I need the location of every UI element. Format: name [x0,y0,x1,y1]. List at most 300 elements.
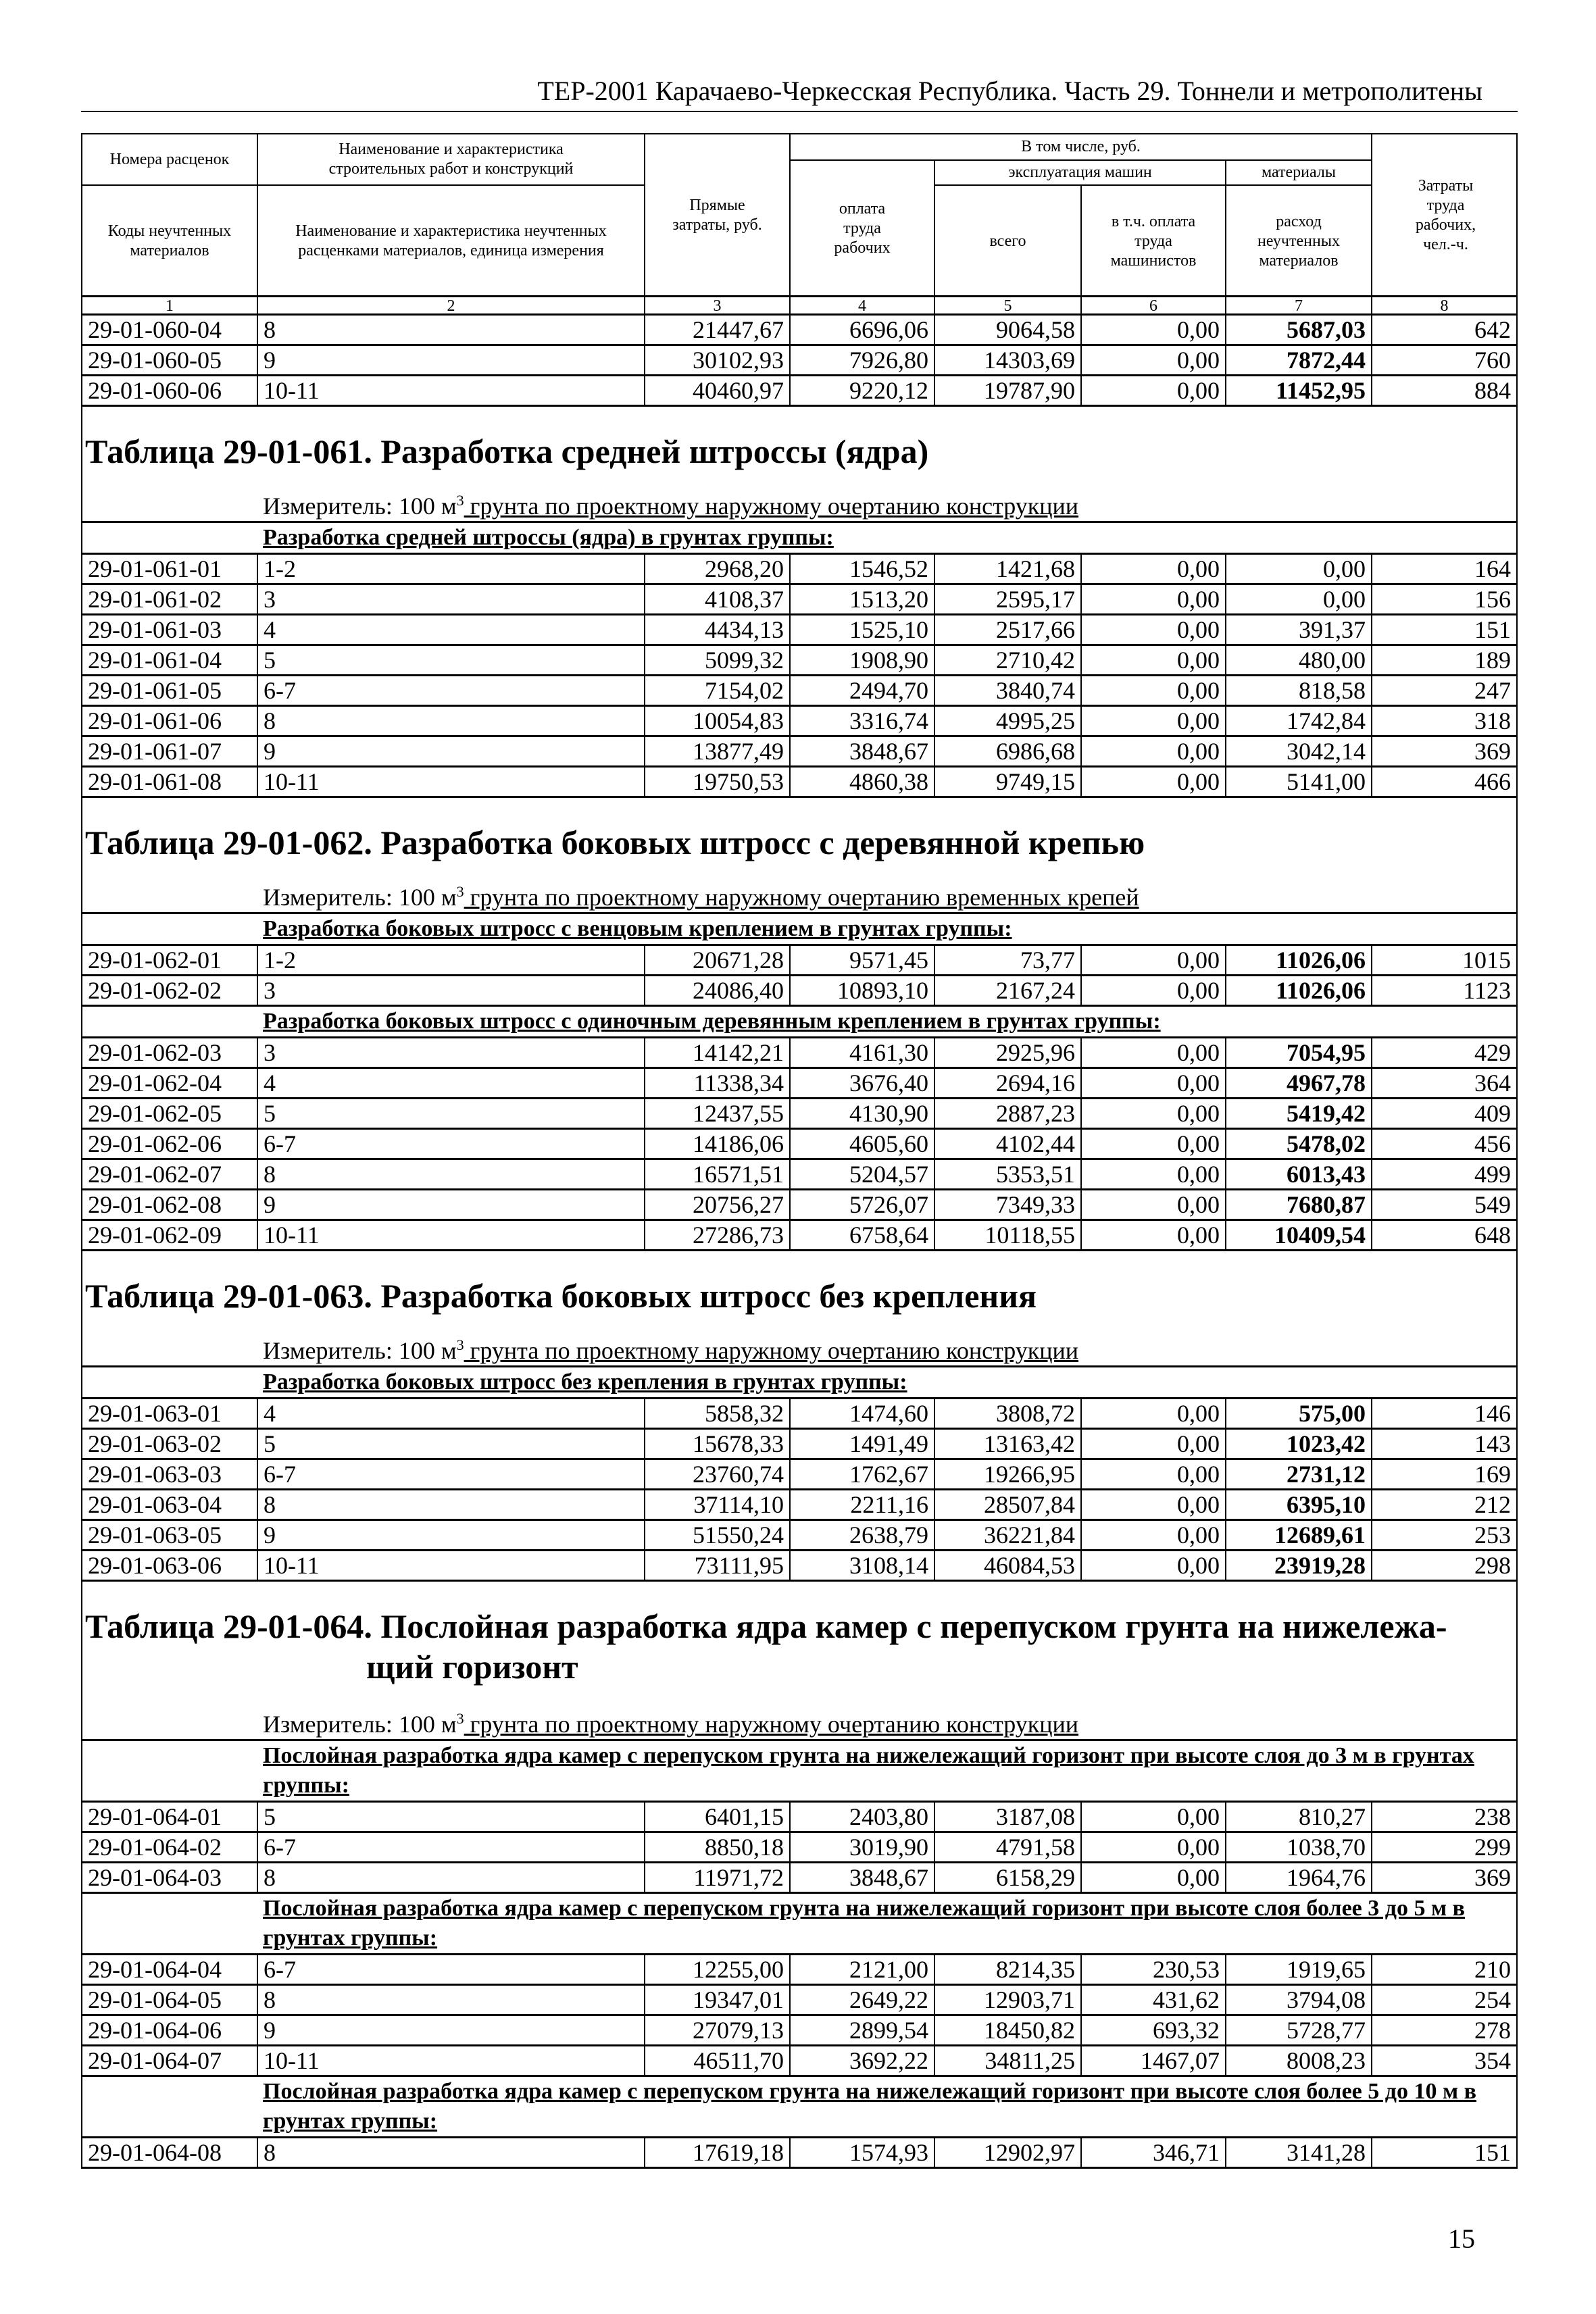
cell-col2: 9 [257,737,644,765]
cell-col6: 0,00 [1080,1803,1225,1831]
header-col4: оплата труда рабочих [789,159,934,297]
group-subheader: Разработка боковых штросс без крепления в грунтах группы: [81,1367,1518,1399]
cell-col7: 5141,00 [1225,768,1371,796]
cell-col2: 4 [257,1069,644,1097]
cell-col4: 1762,67 [789,1460,934,1488]
cell-col3: 20756,27 [644,1190,789,1219]
header-col2-top: Наименование и характеристика строительных работ и конструкций [257,134,644,184]
cell-col2: 10-11 [257,1221,644,1249]
cell-col2: 8 [257,2138,644,2167]
cell-col2: 8 [257,1986,644,2014]
table-row [81,1160,1518,1190]
cell-col3: 14186,06 [644,1130,789,1158]
table-row [81,737,1518,768]
cell-col1: 29-01-062-04 [88,1070,222,1097]
cell-col7: 3794,08 [1225,1986,1371,2014]
cell-col6: 0,00 [1080,1521,1225,1549]
cell-col6: 0,00 [1080,1460,1225,1488]
cell-col2: 10-11 [257,768,644,796]
cell-col8: 146 [1371,1399,1516,1428]
cell-col4: 6758,64 [789,1221,934,1249]
cell-col3: 30102,93 [644,346,789,374]
cell-col4: 2494,70 [789,676,934,705]
cell-col2: 1-2 [257,946,644,974]
table-row [81,1551,1518,1582]
cell-col8: 151 [1371,2138,1516,2167]
cell-col5: 3187,08 [934,1803,1080,1831]
cell-col4: 1574,93 [789,2138,934,2167]
cell-col5: 73,77 [934,946,1080,974]
cell-col7: 1919,65 [1225,1955,1371,1984]
cell-col4: 2403,80 [789,1803,934,1831]
table-title-line1: Таблица 29-01-064. Послойная разработка ядра камер с перепуском грунта на нижележа- [85,1607,1447,1645]
cell-col5: 12902,97 [934,2138,1080,2167]
cell-col7: 0,00 [1225,555,1371,583]
table-header [81,133,1518,295]
cell-col8: 466 [1371,768,1516,796]
measure-unit [263,1704,1078,1739]
table-row [81,585,1518,615]
cell-col6: 0,00 [1080,676,1225,705]
table-title [85,822,1145,863]
cell-col8: 648 [1371,1221,1516,1249]
cell-col1: 29-01-061-03 [88,616,222,643]
cell-col1: 29-01-062-08 [88,1191,222,1218]
table-row [81,1803,1518,1833]
cell-col7: 8008,23 [1225,2046,1371,2075]
cell-col4: 1491,49 [789,1430,934,1458]
header-col5: всего [934,184,1080,297]
group-subheader: Послойная разработка ядра камер с перепуском грунта на нижележащий горизонт при высоте слоя более 3 до 5 м в грунтах группы: [81,1894,1518,1955]
cell-col7: 3042,14 [1225,737,1371,765]
cell-col4: 2899,54 [789,2016,934,2044]
table-row [81,555,1518,585]
cell-col4: 9571,45 [789,946,934,974]
cell-col7: 6013,43 [1225,1160,1371,1188]
header-col2-bottom: Наименование и характеристика неучтенных расценками материалов, единица измерения [257,184,644,297]
cell-col4: 1546,52 [789,555,934,583]
cell-col1: 29-01-060-05 [88,347,222,374]
cell-col6: 431,62 [1080,1986,1225,2014]
cell-col3: 12437,55 [644,1099,789,1128]
measure-prefix: Измеритель: 100 м [263,1337,457,1364]
cell-col2: 8 [257,316,644,344]
cell-col1: 29-01-060-04 [88,316,222,343]
cell-col2: 6-7 [257,1460,644,1488]
cell-col3: 17619,18 [644,2138,789,2167]
measure-suffix: грунта по проектному наружному очертанию конструкции [464,1711,1079,1738]
table-title-block [81,798,1518,914]
table-row [81,316,1518,346]
cell-col7: 5419,42 [1225,1099,1371,1128]
cell-col3: 10054,83 [644,707,789,735]
cell-col7: 480,00 [1225,646,1371,674]
cell-col2: 3 [257,1038,644,1067]
cell-col3: 19750,53 [644,768,789,796]
cell-col8: 1123 [1371,976,1516,1005]
cell-col8: 210 [1371,1955,1516,1984]
cell-col7: 11026,06 [1225,946,1371,974]
cell-col3: 4108,37 [644,585,789,613]
cell-col1: 29-01-064-05 [88,1986,222,2013]
cell-col8: 212 [1371,1490,1516,1519]
table-title-block [81,407,1518,523]
cell-col7: 6395,10 [1225,1490,1371,1519]
cell-col8: 238 [1371,1803,1516,1831]
cell-col1: 29-01-064-02 [88,1834,222,1861]
cell-col5: 18450,82 [934,2016,1080,2044]
cell-col1: 29-01-062-07 [88,1161,222,1188]
table-row [81,1099,1518,1130]
cell-col4: 6696,06 [789,316,934,344]
cell-col7: 391,37 [1225,615,1371,644]
header-col6: в т.ч. оплата труда машинистов [1080,184,1225,297]
cell-col7: 810,27 [1225,1803,1371,1831]
cell-col5: 2887,23 [934,1099,1080,1128]
cell-col5: 19266,95 [934,1460,1080,1488]
cell-col2: 9 [257,1521,644,1549]
cell-col4: 1474,60 [789,1399,934,1428]
cell-col2: 9 [257,1190,644,1219]
header-col7: расход неучтенных материалов [1225,184,1371,297]
cell-col1: 29-01-064-08 [88,2139,222,2166]
table-row [81,1399,1518,1430]
cell-col3: 16571,51 [644,1160,789,1188]
cell-col3: 51550,24 [644,1521,789,1549]
cell-col2: 8 [257,707,644,735]
table-row [81,2016,1518,2046]
cell-col5: 2595,17 [934,585,1080,613]
cell-col2: 5 [257,1430,644,1458]
cell-col2: 6-7 [257,1955,644,1984]
measure-prefix: Измеритель: 100 м [263,884,457,911]
cell-col2: 10-11 [257,1551,644,1580]
cell-col4: 5204,57 [789,1160,934,1188]
cell-col1: 29-01-063-04 [88,1491,222,1518]
cell-col7: 1742,84 [1225,707,1371,735]
cell-col1: 29-01-062-02 [88,977,222,1004]
cell-col5: 5 [934,297,1080,313]
cell-col8: 354 [1371,2046,1516,2075]
cell-col4: 5726,07 [789,1190,934,1219]
cell-col2: 3 [257,585,644,613]
cell-col6: 0,00 [1080,1190,1225,1219]
cell-col8: 169 [1371,1460,1516,1488]
cell-col4: 7926,80 [789,346,934,374]
cell-col7: 7872,44 [1225,346,1371,374]
cell-col4: 2211,16 [789,1490,934,1519]
cell-col7: 1038,70 [1225,1833,1371,1861]
cell-col4: 1908,90 [789,646,934,674]
cell-col5: 2517,66 [934,615,1080,644]
header-materials: материалы [1225,159,1371,184]
header-machines: эксплуатация машин [934,159,1225,184]
cell-col7: 1023,42 [1225,1430,1371,1458]
cell-col3: 2968,20 [644,555,789,583]
cell-col5: 2925,96 [934,1038,1080,1067]
cell-col8: 456 [1371,1130,1516,1158]
cell-col6: 346,71 [1080,2138,1225,2167]
cell-col2: 9 [257,346,644,374]
cell-col6: 0,00 [1080,555,1225,583]
rates-table [81,133,1518,2169]
measure-unit [263,877,1139,912]
running-header [81,73,1518,112]
cell-col2: 1-2 [257,555,644,583]
cell-col8: 409 [1371,1099,1516,1128]
table-row [81,2046,1518,2077]
cell-col2: 9 [257,2016,644,2044]
cell-col5: 1421,68 [934,555,1080,583]
cell-col3: 5858,32 [644,1399,789,1428]
table-row [81,1521,1518,1551]
cell-col1: 29-01-064-07 [88,2047,222,2074]
cell-col4: 4161,30 [789,1038,934,1067]
cell-col1: 1 [166,297,174,313]
cell-col5: 6158,29 [934,1863,1080,1892]
cell-col4: 3848,67 [789,1863,934,1892]
table-row [81,768,1518,798]
cell-col5: 5353,51 [934,1160,1080,1188]
cell-col3: 19347,01 [644,1986,789,2014]
header-incl: В том числе, руб. [789,134,1371,159]
cell-col1: 29-01-063-06 [88,1552,222,1579]
cell-col6: 0,00 [1080,1551,1225,1580]
cell-col7: 12689,61 [1225,1521,1371,1549]
cell-col1: 29-01-063-03 [88,1461,222,1488]
cell-col7: 7054,95 [1225,1038,1371,1067]
page-number: 15 [1448,2223,1475,2254]
cell-col1: 29-01-062-06 [88,1130,222,1157]
cell-col8: 369 [1371,1863,1516,1892]
table-row [81,1833,1518,1863]
table-row [81,976,1518,1007]
cell-col1: 29-01-063-01 [88,1400,222,1427]
cell-col8: 364 [1371,1069,1516,1097]
cell-col5: 14303,69 [934,346,1080,374]
cell-col6: 0,00 [1080,376,1225,405]
cell-col8: 189 [1371,646,1516,674]
cell-col5: 19787,90 [934,376,1080,405]
cell-col1: 29-01-062-05 [88,1100,222,1127]
cell-col8: 8 [1371,297,1516,313]
cell-col3: 13877,49 [644,737,789,765]
cell-col8: 369 [1371,737,1516,765]
table-row [81,1460,1518,1490]
cell-col3: 27286,73 [644,1221,789,1249]
cell-col4: 4130,90 [789,1099,934,1128]
cell-col8: 143 [1371,1430,1516,1458]
cell-col2: 5 [257,1803,644,1831]
cell-col6: 0,00 [1080,1863,1225,1892]
cell-col6: 0,00 [1080,1099,1225,1128]
cell-col6: 0,00 [1080,707,1225,735]
cell-col2: 6-7 [257,676,644,705]
cell-col1: 29-01-062-09 [88,1222,222,1249]
cell-col4: 3692,22 [789,2046,934,2075]
group-subheader: Послойная разработка ядра камер с перепуском грунта на нижележащий горизонт при высоте слоя до 3 м в грунтах группы: [81,1741,1518,1803]
table-title-block [81,1582,1518,1741]
cell-col2: 3 [257,976,644,1005]
cell-col1: 29-01-061-05 [88,677,222,704]
cell-col1: 29-01-061-02 [88,586,222,613]
cell-col5: 2694,16 [934,1069,1080,1097]
cell-col7: 0,00 [1225,585,1371,613]
table-row [81,615,1518,646]
cell-col1: 29-01-061-06 [88,707,222,734]
cell-col8: 429 [1371,1038,1516,1067]
cell-col8: 299 [1371,1833,1516,1861]
cell-col4: 2121,00 [789,1955,934,1984]
cell-col3: 20671,28 [644,946,789,974]
measure-suffix: грунта по проектному наружному очертанию временных крепей [464,884,1139,911]
cell-col2: 6-7 [257,1130,644,1158]
cell-col4: 3108,14 [789,1551,934,1580]
cell-col2: 4 [257,1399,644,1428]
table-title [85,431,928,472]
cell-col6: 0,00 [1080,1490,1225,1519]
cell-col3: 5099,32 [644,646,789,674]
cell-col8: 1015 [1371,946,1516,974]
cell-col6: 0,00 [1080,1430,1225,1458]
group-subheader: Послойная разработка ядра камер с перепуском грунта на нижележащий горизонт при высоте слоя более 5 до 10 м в грунтах группы: [81,2077,1518,2138]
cell-col6: 0,00 [1080,346,1225,374]
cell-col1: 29-01-060-06 [88,377,222,404]
measure-sup: 3 [456,1710,464,1727]
cell-col6: 230,53 [1080,1955,1225,1984]
cell-col4: 10893,10 [789,976,934,1005]
cell-col2: 5 [257,1099,644,1128]
cell-col7: 7 [1225,297,1371,313]
cell-col7: 11026,06 [1225,976,1371,1005]
table-title-block [81,1251,1518,1367]
cell-col5: 7349,33 [934,1190,1080,1219]
cell-col6: 0,00 [1080,768,1225,796]
cell-col3: 3 [644,297,789,313]
table-title-line1: Таблица 29-01-062. Разработка боковых штросс с деревянной крепью [85,824,1145,861]
cell-col6: 0,00 [1080,1399,1225,1428]
cell-col4: 9220,12 [789,376,934,405]
cell-col3: 11971,72 [644,1863,789,1892]
group-subheader: Разработка боковых штросс с венцовым креплением в грунтах группы: [81,914,1518,946]
cell-col6: 0,00 [1080,737,1225,765]
cell-col8: 499 [1371,1160,1516,1188]
cell-col4: 1525,10 [789,615,934,644]
cell-col8: 247 [1371,676,1516,705]
cell-col7: 1964,76 [1225,1863,1371,1892]
cell-col3: 21447,67 [644,316,789,344]
cell-col2: 4 [257,615,644,644]
header-title: ТЕР-2001 Карачаево-Черкесская Республика. Часть 29. Тоннели и метрополитены [537,76,1482,106]
cell-col5: 8214,35 [934,1955,1080,1984]
measure-sup: 3 [456,1336,464,1353]
table-row [81,1430,1518,1460]
measure-unit [263,1330,1078,1365]
cell-col3: 7154,02 [644,676,789,705]
measure-suffix: грунта по проектному наружному очертанию конструкции [464,1337,1079,1364]
cell-col2: 8 [257,1160,644,1188]
cell-col3: 15678,33 [644,1430,789,1458]
measure-prefix: Измеритель: 100 м [263,493,457,520]
cell-col6: 0,00 [1080,1038,1225,1067]
cell-col7: 7680,87 [1225,1190,1371,1219]
measure-prefix: Измеритель: 100 м [263,1711,457,1738]
measure-unit [263,486,1078,521]
table-title-line1: Таблица 29-01-061. Разработка средней штроссы (ядра) [85,432,929,470]
cell-col4: 1513,20 [789,585,934,613]
cell-col1: 29-01-062-03 [88,1039,222,1066]
table-row [81,1038,1518,1069]
cell-col5: 4102,44 [934,1130,1080,1158]
cell-col8: 760 [1371,346,1516,374]
table-title [85,1276,1037,1316]
cell-col7: 5687,03 [1225,316,1371,344]
cell-col3: 37114,10 [644,1490,789,1519]
cell-col3: 40460,97 [644,376,789,405]
cell-col4: 3019,90 [789,1833,934,1861]
header-col8: Затраты труда рабочих, чел.-ч. [1371,134,1519,297]
cell-col3: 6401,15 [644,1803,789,1831]
cell-col6: 0,00 [1080,585,1225,613]
cell-col3: 27079,13 [644,2016,789,2044]
cell-col7: 4967,78 [1225,1069,1371,1097]
cell-col5: 2167,24 [934,976,1080,1005]
cell-col5: 28507,84 [934,1490,1080,1519]
cell-col5: 3808,72 [934,1399,1080,1428]
cell-col6: 0,00 [1080,615,1225,644]
cell-col8: 298 [1371,1551,1516,1580]
cell-col7: 23919,28 [1225,1551,1371,1580]
cell-col7: 818,58 [1225,676,1371,705]
cell-col8: 549 [1371,1190,1516,1219]
table-row [81,1069,1518,1099]
cell-col3: 4434,13 [644,615,789,644]
cell-col1: 29-01-064-01 [88,1803,222,1830]
cell-col5: 4995,25 [934,707,1080,735]
cell-col5: 36221,84 [934,1521,1080,1549]
cell-col7: 5728,77 [1225,2016,1371,2044]
cell-col5: 34811,25 [934,2046,1080,2075]
cell-col2: 8 [257,1490,644,1519]
cell-col4: 2638,79 [789,1521,934,1549]
cell-col6: 1467,07 [1080,2046,1225,2075]
cell-col2: 8 [257,1863,644,1892]
measure-suffix: грунта по проектному наружному очертанию конструкции [464,493,1079,520]
cell-col8: 278 [1371,2016,1516,2044]
group-subheader: Разработка боковых штросс с одиночным деревянным креплением в грунтах группы: [81,1007,1518,1038]
cell-col8: 253 [1371,1521,1516,1549]
column-number-row [81,295,1518,316]
cell-col6: 0,00 [1080,1221,1225,1249]
cell-col8: 884 [1371,376,1516,405]
table-row [81,346,1518,376]
cell-col5: 2710,42 [934,646,1080,674]
cell-col6: 0,00 [1080,946,1225,974]
cell-col6: 0,00 [1080,646,1225,674]
cell-col7: 5478,02 [1225,1130,1371,1158]
table-row [81,676,1518,707]
table-row [81,646,1518,676]
table-title-line2: щий горизонт [366,1648,578,1686]
cell-col2: 10-11 [257,376,644,405]
cell-col4: 3676,40 [789,1069,934,1097]
cell-col8: 318 [1371,707,1516,735]
cell-col3: 24086,40 [644,976,789,1005]
cell-col5: 4791,58 [934,1833,1080,1861]
header-col1-bottom: Коды неучтенных материалов [82,184,257,297]
cell-col6: 693,32 [1080,2016,1225,2044]
cell-col8: 156 [1371,585,1516,613]
